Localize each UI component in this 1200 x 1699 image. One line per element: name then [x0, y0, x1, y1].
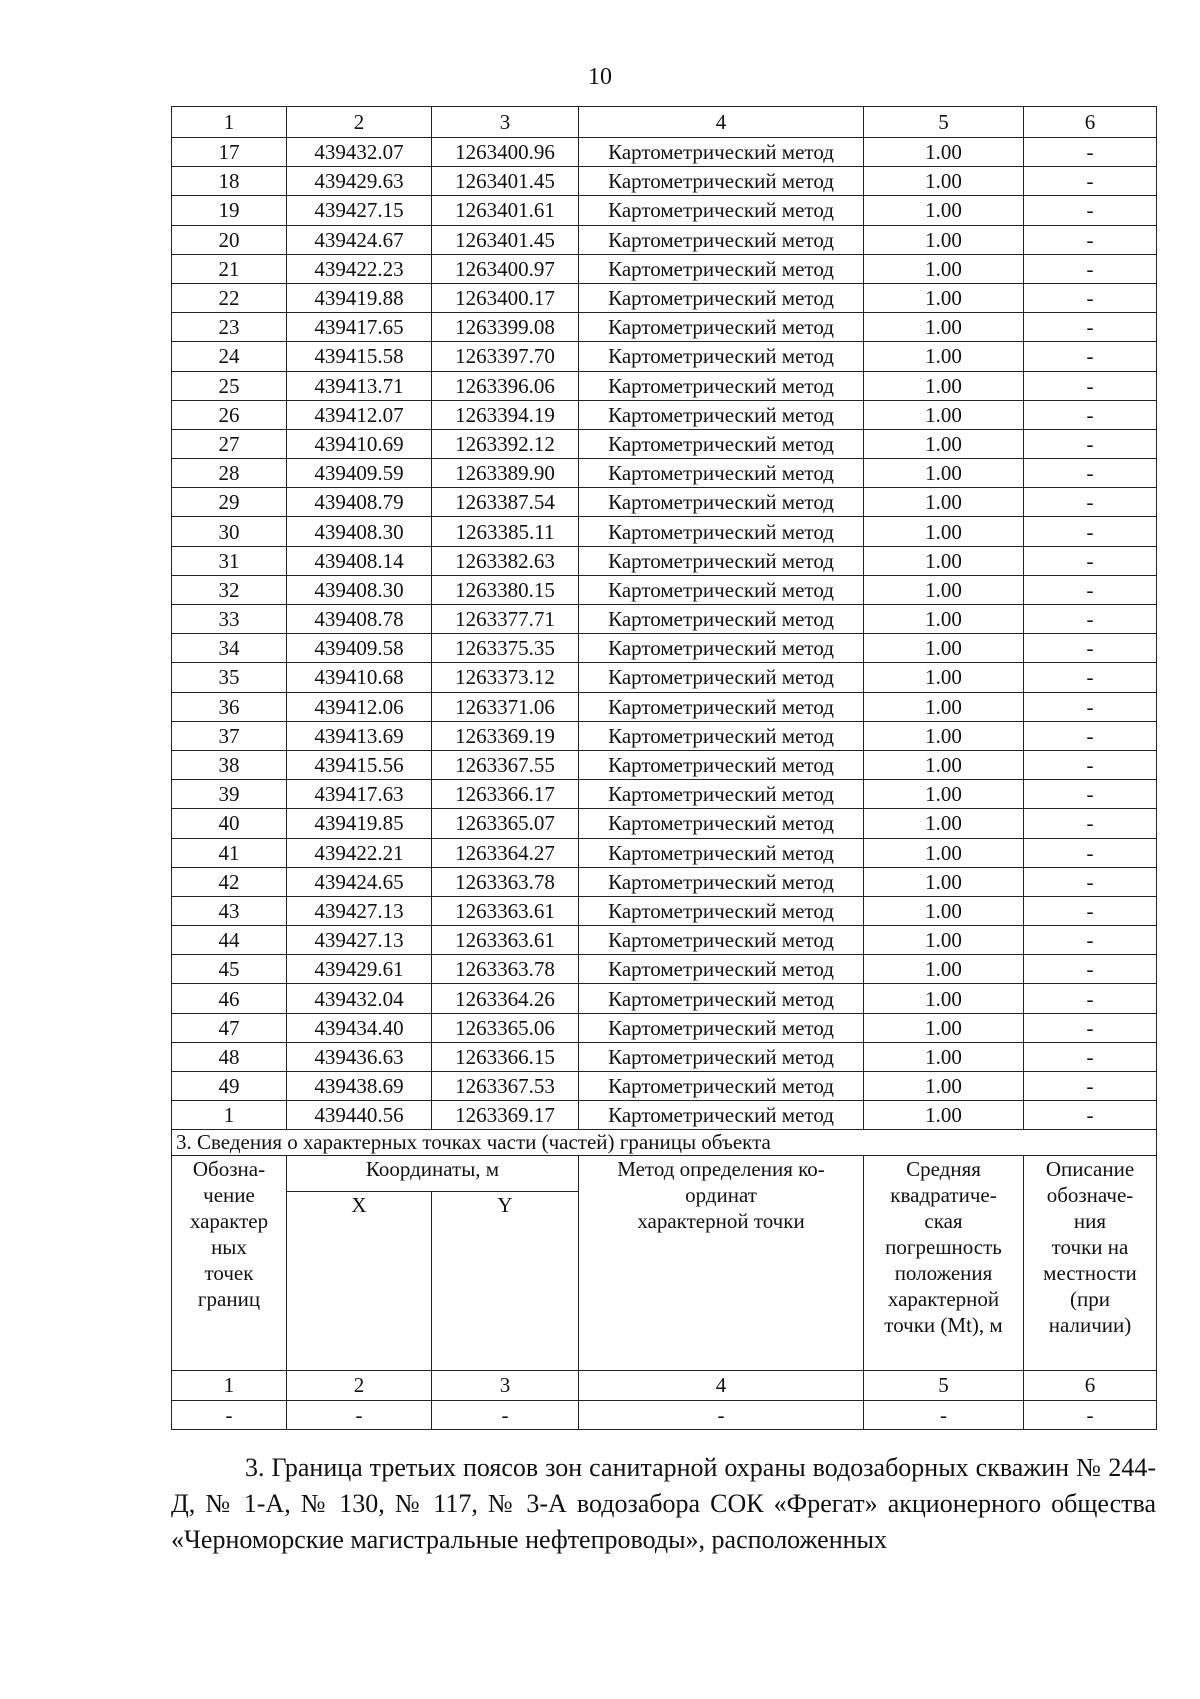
column-number: 2	[287, 1371, 432, 1400]
table-cell: 439429.63	[287, 167, 432, 196]
table-cell: -	[1024, 546, 1157, 575]
table-cell: -	[1024, 984, 1157, 1013]
table-cell: Картометрический метод	[579, 896, 864, 925]
table-cell: 39	[172, 780, 287, 809]
table-cell: Картометрический метод	[579, 663, 864, 692]
table-cell: 1263363.78	[432, 867, 579, 896]
table-cell: 17	[172, 138, 287, 167]
table-cell: 439429.61	[287, 955, 432, 984]
table-cell: 1.00	[864, 1042, 1024, 1071]
table-cell: 1.00	[864, 721, 1024, 750]
table-cell: -	[1024, 634, 1157, 663]
table-cell: 21	[172, 254, 287, 283]
table-row	[172, 575, 1157, 604]
table-cell: -	[1024, 342, 1157, 371]
table-row	[172, 1072, 1157, 1101]
section-3-number-row	[172, 1371, 1157, 1400]
table-cell: 1263397.70	[432, 342, 579, 371]
table-cell: -	[1024, 517, 1157, 546]
table-cell: 1263400.96	[432, 138, 579, 167]
table-cell: -	[1024, 1101, 1157, 1130]
table-cell: 1.00	[864, 838, 1024, 867]
table-row	[172, 167, 1157, 196]
table-cell: Картометрический метод	[579, 429, 864, 458]
table-cell: -	[1024, 459, 1157, 488]
table-cell: -	[864, 1400, 1024, 1429]
table-cell: 439415.58	[287, 342, 432, 371]
table-cell: -	[1024, 926, 1157, 955]
table-cell: 439413.69	[287, 721, 432, 750]
table-cell: 41	[172, 838, 287, 867]
table-row	[172, 605, 1157, 634]
table-cell: 439424.67	[287, 225, 432, 254]
table-cell: 439436.63	[287, 1042, 432, 1071]
table-cell: -	[287, 1400, 432, 1429]
table-row	[172, 371, 1157, 400]
table-cell: -	[1024, 809, 1157, 838]
column-number: 5	[864, 107, 1024, 138]
column-number: 5	[864, 1371, 1024, 1400]
table-cell: 1263387.54	[432, 488, 579, 517]
column-number: 6	[1024, 107, 1157, 138]
table-cell: 1.00	[864, 138, 1024, 167]
table-cell: 42	[172, 867, 287, 896]
table-cell: 439409.58	[287, 634, 432, 663]
table-cell: 23	[172, 313, 287, 342]
table-cell: 1263385.11	[432, 517, 579, 546]
table-cell: Картометрический метод	[579, 196, 864, 225]
column-number: 2	[287, 107, 432, 138]
table-cell: 1.00	[864, 283, 1024, 312]
table-cell: Картометрический метод	[579, 371, 864, 400]
table-cell: 1.00	[864, 780, 1024, 809]
table-cell: 1263389.90	[432, 459, 579, 488]
section-3-header-row	[172, 1156, 1157, 1192]
table-cell: 1.00	[864, 429, 1024, 458]
column-number: 4	[579, 1371, 864, 1400]
table-cell: 1263382.63	[432, 546, 579, 575]
table-cell: 35	[172, 663, 287, 692]
description-header: Описание обозначе- ния точки на местности (при наличии)	[1024, 1156, 1157, 1371]
table-cell: 1.00	[864, 1101, 1024, 1130]
table-cell: 1.00	[864, 313, 1024, 342]
table-cell: Картометрический метод	[579, 1013, 864, 1042]
section-3-data-row	[172, 1400, 1157, 1429]
table-row	[172, 750, 1157, 779]
table-cell: 29	[172, 488, 287, 517]
table-cell: 1.00	[864, 254, 1024, 283]
table-cell: -	[1024, 867, 1157, 896]
table-cell: 439422.23	[287, 254, 432, 283]
table-cell: 1263365.07	[432, 809, 579, 838]
table-cell: Картометрический метод	[579, 225, 864, 254]
table-row	[172, 546, 1157, 575]
table-cell: -	[1024, 400, 1157, 429]
column-number: 4	[579, 107, 864, 138]
table-row	[172, 196, 1157, 225]
table-cell: 25	[172, 371, 287, 400]
table-cell: 1.00	[864, 984, 1024, 1013]
table-cell: -	[1024, 750, 1157, 779]
table-cell: 44	[172, 926, 287, 955]
table-cell: Картометрический метод	[579, 400, 864, 429]
table-row	[172, 721, 1157, 750]
table-cell: 1263369.19	[432, 721, 579, 750]
table-row	[172, 313, 1157, 342]
table-cell: Картометрический метод	[579, 138, 864, 167]
coordinates-table	[171, 106, 1157, 1430]
table-cell: 31	[172, 546, 287, 575]
table-cell: 32	[172, 575, 287, 604]
table-cell: 1.00	[864, 225, 1024, 254]
table-cell: 1263366.17	[432, 780, 579, 809]
table-cell: 439417.65	[287, 313, 432, 342]
table-cell: 1.00	[864, 575, 1024, 604]
table-cell: 27	[172, 429, 287, 458]
table-cell: 439408.79	[287, 488, 432, 517]
table-cell: -	[432, 1400, 579, 1429]
table-cell: 1263400.17	[432, 283, 579, 312]
table-cell: Картометрический метод	[579, 605, 864, 634]
table-cell: 439424.65	[287, 867, 432, 896]
table-cell: Картометрический метод	[579, 283, 864, 312]
table-cell: -	[1024, 225, 1157, 254]
table-cell: -	[1024, 692, 1157, 721]
table-cell: -	[1024, 1042, 1157, 1071]
table-cell: 439412.06	[287, 692, 432, 721]
table-cell: 439417.63	[287, 780, 432, 809]
table-cell: 1263367.55	[432, 750, 579, 779]
table-cell: 1263401.45	[432, 225, 579, 254]
table-cell: 1263366.15	[432, 1042, 579, 1071]
table-cell: 1263394.19	[432, 400, 579, 429]
table-cell: -	[1024, 780, 1157, 809]
table-cell: 1263373.12	[432, 663, 579, 692]
table-cell: 1263401.45	[432, 167, 579, 196]
table-row	[172, 867, 1157, 896]
table-cell: 439408.30	[287, 517, 432, 546]
table-row	[172, 488, 1157, 517]
table-cell: 1263400.97	[432, 254, 579, 283]
table-row	[172, 225, 1157, 254]
table-cell: 439432.07	[287, 138, 432, 167]
table-cell: 43	[172, 896, 287, 925]
table-cell: -	[1024, 254, 1157, 283]
table-cell: 439419.88	[287, 283, 432, 312]
table-cell: 19	[172, 196, 287, 225]
table-cell: Картометрический метод	[579, 809, 864, 838]
table-cell: 1.00	[864, 955, 1024, 984]
table-cell: -	[172, 1400, 287, 1429]
table-cell: 1263375.35	[432, 634, 579, 663]
table-row	[172, 692, 1157, 721]
table-cell: 439410.69	[287, 429, 432, 458]
table-cell: 439413.71	[287, 371, 432, 400]
table-cell: 439410.68	[287, 663, 432, 692]
table-cell: -	[1024, 1400, 1157, 1429]
table-cell: 1.00	[864, 663, 1024, 692]
table-cell: 40	[172, 809, 287, 838]
table-cell: 18	[172, 167, 287, 196]
table-cell: -	[1024, 283, 1157, 312]
table-cell: 439438.69	[287, 1072, 432, 1101]
table-cell: -	[1024, 138, 1157, 167]
table-row	[172, 283, 1157, 312]
table-cell: 38	[172, 750, 287, 779]
method-header: Метод определения ко- ординат характерной точки	[579, 1156, 864, 1371]
page-number: 10	[588, 64, 612, 90]
table-cell: 1.00	[864, 809, 1024, 838]
table-row	[172, 809, 1157, 838]
table-cell: -	[1024, 838, 1157, 867]
table-row	[172, 342, 1157, 371]
table-cell: 439409.59	[287, 459, 432, 488]
table-cell: -	[1024, 1072, 1157, 1101]
table-row	[172, 517, 1157, 546]
table-cell: 1.00	[864, 488, 1024, 517]
table-cell: Картометрический метод	[579, 517, 864, 546]
table-cell: 36	[172, 692, 287, 721]
table-cell: 439408.30	[287, 575, 432, 604]
table-cell: 1.00	[864, 1072, 1024, 1101]
table-cell: 34	[172, 634, 287, 663]
table-row	[172, 926, 1157, 955]
table-cell: 1263396.06	[432, 371, 579, 400]
table-row	[172, 429, 1157, 458]
table-row	[172, 459, 1157, 488]
table-cell: 45	[172, 955, 287, 984]
table-cell: -	[1024, 167, 1157, 196]
table-cell: 1263401.61	[432, 196, 579, 225]
table-cell: 28	[172, 459, 287, 488]
table-cell: 1263367.53	[432, 1072, 579, 1101]
table-cell: 1263377.71	[432, 605, 579, 634]
table-cell: 1263371.06	[432, 692, 579, 721]
table-cell: 1263365.06	[432, 1013, 579, 1042]
table-cell: -	[1024, 1013, 1157, 1042]
table-cell: 1.00	[864, 634, 1024, 663]
table-row	[172, 634, 1157, 663]
table-row	[172, 780, 1157, 809]
table-row	[172, 663, 1157, 692]
table-cell: Картометрический метод	[579, 750, 864, 779]
table-cell: 1.00	[864, 400, 1024, 429]
error-header: Средняя квадратиче- ская погрешность положения характерной точки (Mt), м	[864, 1156, 1024, 1371]
column-number: 6	[1024, 1371, 1157, 1400]
table-cell: Картометрический метод	[579, 254, 864, 283]
table-cell: Картометрический метод	[579, 867, 864, 896]
table-cell: 439422.21	[287, 838, 432, 867]
table-cell: 1.00	[864, 342, 1024, 371]
table-cell: 1.00	[864, 867, 1024, 896]
table-cell: -	[1024, 605, 1157, 634]
table-cell: 1263369.17	[432, 1101, 579, 1130]
table-cell: Картометрический метод	[579, 575, 864, 604]
table-cell: 1.00	[864, 196, 1024, 225]
table-cell: Картометрический метод	[579, 926, 864, 955]
table-cell: 49	[172, 1072, 287, 1101]
table-cell: Картометрический метод	[579, 955, 864, 984]
table-cell: 33	[172, 605, 287, 634]
table-cell: Картометрический метод	[579, 1101, 864, 1130]
table-row	[172, 138, 1157, 167]
table-cell: -	[1024, 371, 1157, 400]
table-row	[172, 984, 1157, 1013]
table-cell: Картометрический метод	[579, 692, 864, 721]
table-cell: 1	[172, 1101, 287, 1130]
table-cell: -	[1024, 721, 1157, 750]
column-number-row	[172, 107, 1157, 138]
table-row	[172, 1101, 1157, 1130]
body-paragraph: 3. Граница третьих поясов зон санитарной охраны водозаборных скважин № 244-Д, № 1-А, № 130, № 117, № 3-А водозабора СОК «Фрегат» акционерного общества «Черноморские магистральные нефтепроводы», расположенных	[171, 1453, 1156, 1554]
table-cell: -	[1024, 429, 1157, 458]
table-cell: 1263363.78	[432, 955, 579, 984]
table-cell: 439432.04	[287, 984, 432, 1013]
table-cell: Картометрический метод	[579, 634, 864, 663]
table-cell: 1.00	[864, 546, 1024, 575]
table-cell: Картометрический метод	[579, 488, 864, 517]
table-cell: 1.00	[864, 692, 1024, 721]
table-cell: -	[1024, 196, 1157, 225]
section-3-title-row	[172, 1130, 1157, 1156]
table-cell: 1263364.26	[432, 984, 579, 1013]
table-cell: 1263363.61	[432, 896, 579, 925]
table-cell: 439427.15	[287, 196, 432, 225]
table-cell: Картометрический метод	[579, 167, 864, 196]
table-row	[172, 254, 1157, 283]
table-cell: 1.00	[864, 371, 1024, 400]
table-cell: 1.00	[864, 926, 1024, 955]
table-row	[172, 896, 1157, 925]
coordinates-header: Координаты, м	[287, 1156, 579, 1192]
table-cell: Картометрический метод	[579, 459, 864, 488]
table-cell: Картометрический метод	[579, 780, 864, 809]
table-cell: 439408.14	[287, 546, 432, 575]
table-row	[172, 838, 1157, 867]
column-number: 1	[172, 1371, 287, 1400]
table-cell: Картометрический метод	[579, 721, 864, 750]
table-cell: 439434.40	[287, 1013, 432, 1042]
table-row	[172, 955, 1157, 984]
table-cell: 1.00	[864, 1013, 1024, 1042]
table-cell: 439440.56	[287, 1101, 432, 1130]
table-cell: 439412.07	[287, 400, 432, 429]
table-row	[172, 1013, 1157, 1042]
table-cell: 1263392.12	[432, 429, 579, 458]
table-cell: 30	[172, 517, 287, 546]
section-3-title: 3. Сведения о характерных точках части (частей) границы объекта	[172, 1130, 1157, 1156]
point-designation-header: Обозна- чение характер ных точек границ	[172, 1156, 287, 1371]
table-row	[172, 1042, 1157, 1071]
table-cell: 439427.13	[287, 926, 432, 955]
table-cell: 46	[172, 984, 287, 1013]
table-cell: Картометрический метод	[579, 984, 864, 1013]
table-cell: -	[1024, 955, 1157, 984]
table-cell: 47	[172, 1013, 287, 1042]
table-cell: 26	[172, 400, 287, 429]
table-cell: 22	[172, 283, 287, 312]
table-cell: 439415.56	[287, 750, 432, 779]
x-header: X	[287, 1192, 432, 1371]
table-cell: 1.00	[864, 896, 1024, 925]
table-cell: 1263380.15	[432, 575, 579, 604]
table-cell: 1263363.61	[432, 926, 579, 955]
column-number: 3	[432, 107, 579, 138]
table-cell: 48	[172, 1042, 287, 1071]
table-cell: -	[1024, 896, 1157, 925]
table-cell: 1263364.27	[432, 838, 579, 867]
column-number: 1	[172, 107, 287, 138]
table-cell: 439408.78	[287, 605, 432, 634]
table-cell: Картометрический метод	[579, 342, 864, 371]
table-cell: 1263399.08	[432, 313, 579, 342]
table-cell: 1.00	[864, 605, 1024, 634]
table-cell: 1.00	[864, 517, 1024, 546]
table-cell: 439427.13	[287, 896, 432, 925]
table-cell: 439419.85	[287, 809, 432, 838]
table-cell: Картометрический метод	[579, 546, 864, 575]
table-cell: Картометрический метод	[579, 838, 864, 867]
table-cell: 1.00	[864, 459, 1024, 488]
table-cell: Картометрический метод	[579, 1072, 864, 1101]
table-cell: 1.00	[864, 167, 1024, 196]
table-row	[172, 400, 1157, 429]
table-cell: -	[1024, 488, 1157, 517]
table-cell: 37	[172, 721, 287, 750]
table-cell: -	[1024, 575, 1157, 604]
table-cell: -	[1024, 313, 1157, 342]
table-cell: 1.00	[864, 750, 1024, 779]
column-number: 3	[432, 1371, 579, 1400]
table-cell: 24	[172, 342, 287, 371]
table-cell: 20	[172, 225, 287, 254]
y-header: Y	[432, 1192, 579, 1371]
table-cell: Картометрический метод	[579, 1042, 864, 1071]
table-cell: -	[1024, 663, 1157, 692]
table-cell: Картометрический метод	[579, 313, 864, 342]
table-cell: -	[579, 1400, 864, 1429]
